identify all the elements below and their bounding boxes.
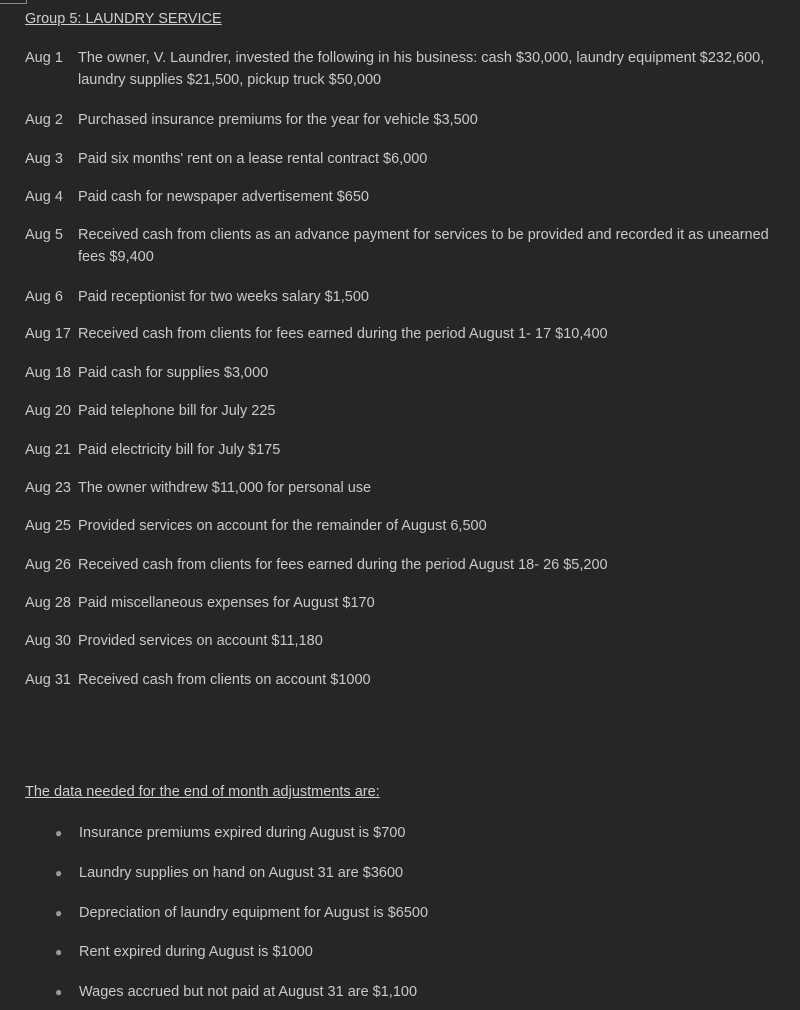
adjustment-item (55, 981, 417, 1003)
adjustment-item (55, 862, 403, 884)
transaction-description: The owner withdrew $11,000 for personal use (78, 480, 372, 496)
transaction-description: Paid cash for newspaper advertisement $650 (78, 189, 369, 205)
transaction-entry (25, 477, 795, 499)
transaction-entry (25, 47, 795, 91)
transaction-entry (25, 515, 795, 537)
transaction-entry (25, 286, 795, 308)
transaction-date: Aug 20 (25, 403, 71, 419)
transaction-date: Aug 31 (25, 672, 71, 688)
transaction-entry (25, 362, 795, 384)
transaction-description: Purchased insurance premiums for the year for vehicle $3,500 (78, 112, 478, 128)
transaction-entry (25, 109, 795, 131)
transaction-entry (25, 630, 795, 652)
transaction-entry (25, 400, 795, 422)
adjustment-text: Depreciation of laundry equipment for August is $6500 (79, 905, 429, 921)
page-corner-mark (0, 0, 27, 4)
transaction-description: Paid electricity bill for July $175 (78, 442, 281, 458)
transaction-description: The owner, V. Laundrer, invested the following in his business: cash $30,000, laundry equipment $232,600, laundry supplies $21,500, pickup truck $50,000 (78, 50, 765, 88)
transaction-date: Aug 4 (25, 189, 63, 205)
transaction-date: Aug 23 (25, 480, 71, 496)
transaction-description: Received cash from clients as an advance payment for services to be provided and recorded it as unearned fees $9,400 (78, 227, 769, 265)
transaction-description: Provided services on account for the remainder of August 6,500 (78, 518, 487, 534)
bullet-icon: ● (55, 985, 63, 999)
adjustment-text: Laundry supplies on hand on August 31 are $3600 (79, 865, 404, 881)
transaction-description: Paid cash for supplies $3,000 (78, 365, 269, 381)
document-title: Group 5: LAUNDRY SERVICE (25, 11, 222, 27)
bullet-icon: ● (55, 906, 63, 920)
transaction-entry (25, 439, 795, 461)
adjustment-item (55, 902, 428, 924)
transaction-description: Received cash from clients for fees earned during the period August 1- 17 $10,400 (78, 326, 608, 342)
transaction-date: Aug 30 (25, 633, 71, 649)
adjustments-heading: The data needed for the end of month adjustments are: (25, 784, 380, 800)
transaction-description: Received cash from clients for fees earned during the period August 18- 26 $5,200 (78, 557, 608, 573)
bullet-icon: ● (55, 866, 63, 880)
transaction-date: Aug 5 (25, 227, 63, 243)
adjustment-item (55, 822, 405, 844)
transaction-entry (25, 669, 795, 691)
transaction-entry (25, 224, 795, 268)
transaction-date: Aug 6 (25, 289, 63, 305)
adjustment-item (55, 941, 313, 963)
transaction-description: Paid miscellaneous expenses for August $170 (78, 595, 375, 611)
adjustment-text: Insurance premiums expired during August is $700 (79, 825, 406, 841)
transaction-description: Received cash from clients on account $1000 (78, 672, 371, 688)
transaction-description: Paid receptionist for two weeks salary $1,500 (78, 289, 369, 305)
transaction-date: Aug 18 (25, 365, 71, 381)
transaction-entry (25, 592, 795, 614)
transaction-entry (25, 186, 795, 208)
transaction-date: Aug 17 (25, 326, 71, 342)
adjustment-text: Wages accrued but not paid at August 31 are $1,100 (79, 984, 418, 1000)
bullet-icon: ● (55, 826, 63, 840)
transaction-date: Aug 3 (25, 151, 63, 167)
transaction-description: Paid telephone bill for July 225 (78, 403, 276, 419)
transaction-date: Aug 28 (25, 595, 71, 611)
transaction-date: Aug 25 (25, 518, 71, 534)
adjustment-text: Rent expired during August is $1000 (79, 944, 313, 960)
bullet-icon: ● (55, 945, 63, 959)
transaction-date: Aug 21 (25, 442, 71, 458)
transaction-description: Provided services on account $11,180 (78, 633, 323, 649)
transaction-date: Aug 1 (25, 50, 63, 66)
transaction-entry (25, 554, 795, 576)
transaction-date: Aug 2 (25, 112, 63, 128)
transaction-entry (25, 148, 795, 170)
transaction-date: Aug 26 (25, 557, 71, 573)
transaction-description: Paid six months' rent on a lease rental contract $6,000 (78, 151, 428, 167)
transaction-entry (25, 323, 795, 345)
